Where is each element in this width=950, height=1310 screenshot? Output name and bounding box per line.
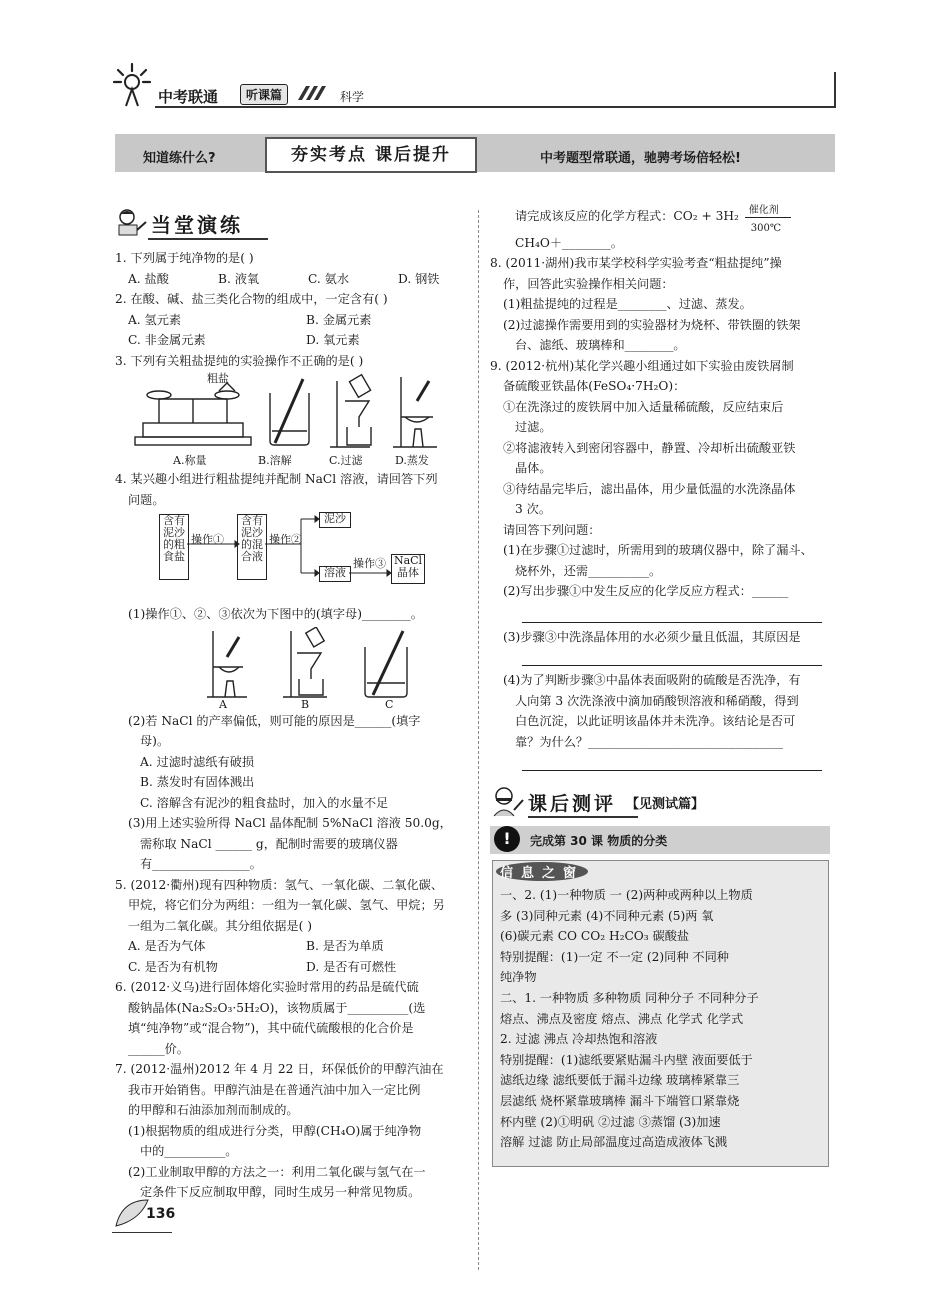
question-6-line3: 填“纯净物”或“混合物”)，其中硫代硫酸根的化合价是 (128, 1021, 414, 1035)
question-7-line1: 7. (2012·温州)2012 年 4 月 22 日，环保低价的甲醇汽油在 (115, 1062, 444, 1076)
question-4-part3-line3: 有________________。 (140, 857, 262, 871)
step2-line1: ②将滤液转入到密闭容器中，静置、冷却析出硫酸亚铁 (503, 440, 796, 455)
lesson-bar (490, 826, 830, 854)
page-number: 136 (146, 1206, 176, 1222)
question-7-part1-line2: 中的__________。 (140, 1144, 238, 1158)
question-4-part2-line2: 母)。 (140, 734, 170, 748)
header-badge: 听课篇 (240, 84, 288, 105)
question-4-part3-line2: 需称取 NaCl ______ g，配制时需要的玻璃仪器 (140, 836, 398, 851)
info-line: 滤纸边缘 滤纸要低于漏斗边缘 玻璃棒紧靠三 (500, 1073, 740, 1088)
temperature-label: 300℃ (750, 222, 782, 234)
equation-arrow-line (745, 217, 791, 218)
question-7-line3: 的甲醇和石油添加剂而制成的。 (128, 1103, 299, 1117)
section-practice-underline (148, 238, 268, 240)
question-9-part1-line2: 烧杯外，还需__________。 (515, 563, 662, 578)
header-rule (155, 106, 835, 108)
catalyst-label: 催化剂 (748, 204, 779, 216)
q4-options-figure (115, 625, 470, 711)
q2-option-c: C. 非金属元素 (128, 333, 206, 347)
question-9-part2-line1: (2)写出步骤①中发生反应的化学反应方程式：______ (503, 584, 789, 598)
equation-products: CH₄O＋________。 (515, 235, 623, 250)
question-9-part1-line1: (1)在步骤①过滤时，所需用到的玻璃仪器中，除了漏斗、 (503, 543, 813, 557)
q4-label-a: A (219, 697, 227, 711)
section-practice-title: 当堂演练 (151, 212, 243, 237)
info-line: (6)碳元素 CO CO₂ H₂CO₃ 碳酸盐 (500, 929, 690, 944)
info-window-content (500, 885, 822, 1153)
q5-option-c: C. 是否为有机物 (128, 959, 218, 974)
teacher-icon (490, 786, 524, 818)
question-6-line1: 6. (2012·义乌)进行固体熔化实验时常用的药品是硫代硫 (115, 980, 419, 994)
question-3: 3. 下列有关粗盐提纯的实验操作不正确的是( ) (115, 353, 364, 368)
question-9-part4-line1: (4)为了判断步骤③中晶体表面吸附的硫酸是否洗净，有 (503, 673, 801, 687)
step3-line2: 3 次。 (515, 502, 552, 516)
question-2: 2. 在酸、碱、盐三类化合物的组成中，一定含有( ) (115, 292, 388, 306)
banner-left-text: 知道练什么? (143, 151, 216, 166)
q3-label-c: C.过滤 (329, 454, 363, 467)
right-column (490, 206, 835, 771)
equation-line (490, 204, 835, 234)
question-2-options-row1 (115, 310, 470, 331)
q3-crude-salt-label: 粗盐 (207, 372, 229, 385)
info-line: 特别提醒：(1)一定 不一定 (2)同种 不同种 (500, 949, 729, 964)
info-line: 特别提醒：(1)滤纸要紧贴漏斗内壁 液面要低于 (500, 1052, 753, 1067)
q2-option-a: A. 氢元素 (128, 312, 182, 327)
info-line: 多 (3)同种元素 (4)不同种元素 (5)两 氧 (500, 908, 714, 923)
step2-line2: 晶体。 (515, 461, 552, 475)
step3-line1: ③待结晶完毕后，滤出晶体，用少量低温的水洗涤晶体 (503, 481, 796, 496)
q4-label-b: B (301, 697, 310, 711)
question-8-line2: 作，回答此实验操作相关问题： (503, 276, 674, 291)
q5-option-b: B. 是否为单质 (306, 939, 384, 953)
q1-option-a: A. 盐酸 (128, 271, 169, 286)
section-test-underline (528, 816, 638, 818)
question-9-part3-line1: (3)步骤③中洗涤晶体用的水必须少量且低温，其原因是 (503, 629, 801, 644)
q3-label-a: A.称量 (173, 454, 207, 467)
step1-line1: ①在洗涤过的废铁屑中加入适量稀硫酸，反应结束后 (503, 399, 784, 414)
question-4-line1: 4. 某兴趣小组进行粗盐提纯并配制 NaCl 溶液，请回答下列 (115, 472, 438, 486)
question-5-line1: 5. (2012·衢州)现有四种物质：氢气、一氧化碳、二氧化碳、 (115, 877, 444, 892)
exclamation-icon: ! (494, 826, 520, 852)
question-5-line3: 一组为二氧化碳。其分组依据是( ) (128, 918, 313, 933)
banner-center-text: 夯实考点 课后提升 (291, 145, 451, 165)
question-9-prompt: 请回答下列问题： (503, 522, 601, 537)
info-line: 杯内壁 (2)①明矾 ②过滤 ③蒸馏 (3)加速 (500, 1114, 721, 1129)
info-line: 熔点、沸点及密度 熔点、沸点 化学式 化学式 (500, 1011, 744, 1026)
answer-blank-line (522, 602, 822, 623)
q1-option-b: B. 液氧 (218, 271, 260, 286)
brand-name: 中考联通 (158, 88, 219, 106)
question-9-part4-line2: 人向第 3 次洗涤液中滴加硝酸钡溶液和稀硝酸，得到 (515, 693, 799, 708)
q3-label-d: D.蒸发 (395, 454, 429, 467)
info-line: 二、1. 一种物质 多种物质 同种分子 不同种分子 (500, 990, 759, 1005)
q3-apparatus-drawing (125, 371, 465, 451)
flow-op2-label: 操作② (269, 533, 302, 546)
question-1: 1. 下列属于纯净物的是( ) (115, 251, 254, 265)
flow-box-mixture: 含有泥沙的混合液 (237, 514, 267, 580)
question-4-part2-line1: (2)若 NaCl 的产率偏低，则可能的原因是______(填字 (128, 713, 421, 728)
header-rule-vertical (834, 72, 836, 108)
answer-blank-line (522, 752, 822, 771)
flow-arrows (115, 510, 415, 590)
q1-option-c: C. 氨水 (308, 271, 350, 286)
flow-box-nacl-crystal: NaCl晶体 (391, 554, 425, 584)
step1-line2: 过滤。 (515, 420, 552, 434)
info-line: 纯净物 (500, 970, 537, 985)
question-7-part1-line1: (1)根据物质的组成进行分类，甲醇(CH₄O)属于纯净物 (128, 1123, 422, 1138)
left-column (115, 248, 470, 1203)
reaction-condition-arrow (743, 204, 793, 234)
section-test-title: 课后测评 (528, 792, 617, 815)
question-6-line4: ______价。 (128, 1041, 189, 1056)
flow-box-sand: 泥沙 (319, 512, 351, 528)
question-5-options-row1 (115, 936, 470, 957)
equation-reactants: 请完成该反应的化学方程式：CO₂ + 3H₂ (515, 209, 739, 223)
question-9-part4-line4: 靠？为什么？________________________________ (515, 734, 784, 749)
q4-flow-diagram (115, 510, 470, 604)
info-line: 一、2. (1)一种物质 一 (2)两种或两种以上物质 (500, 888, 753, 902)
student-writing-icon (115, 208, 147, 238)
q3-figure (115, 371, 470, 469)
question-9-part4-line3: 白色沉淀，以此证明该晶体并未洗净。该结论是否可 (515, 714, 796, 728)
banner-center-box (265, 137, 477, 173)
q5-option-d: D. 是否有可燃性 (306, 959, 397, 974)
brand-logo-icon (112, 62, 152, 108)
stripes-icon (296, 86, 330, 100)
flow-box-crude-salt: 含有泥沙的粗食盐 (159, 514, 189, 580)
question-8-part2-line2: 台、滤纸、玻璃棒和________。 (515, 338, 686, 352)
q2-option-d: D. 氧元素 (306, 333, 360, 347)
q1-option-d: D. 钢铁 (398, 271, 440, 286)
question-8-part2-line1: (2)过滤操作需要用到的实验器材为烧杯、带铁圈的铁架 (503, 317, 801, 332)
flow-box-solution: 溶液 (319, 566, 351, 582)
question-4-part3-line1: (3)用上述实验所得 NaCl 晶体配制 5%NaCl 溶液 50.0g， (128, 816, 452, 830)
question-7-part2-line1: (2)工业制取甲醇的方法之一：利用二氧化碳与氢气在一 (128, 1164, 426, 1179)
flow-op1-label: 操作① (191, 533, 224, 546)
question-8-part1: (1)粗盐提纯的过程是________、过滤、蒸发。 (503, 297, 752, 311)
header-subject: 科学 (340, 90, 365, 104)
info-window-title: 信息之窗 (496, 862, 588, 881)
flow-op3-label: 操作③ (353, 557, 386, 570)
question-4-part1: (1)操作①、②、③依次为下图中的(填字母)________。 (128, 607, 423, 621)
info-line: 2. 过滤 沸点 冷却热饱和溶液 (500, 1032, 658, 1047)
q3-label-b: B.溶解 (258, 454, 292, 467)
question-9-line2: 备硫酸亚铁晶体(FeSO₄·7H₂O)： (503, 379, 686, 393)
q4-2-option-a: A. 过滤时滤纸有破损 (140, 754, 255, 769)
section-practice-header (115, 208, 243, 238)
question-5-line2: 甲烷，将它们分为两组：一组为一氧化碳、氢气、甲烷；另 (128, 898, 445, 912)
answer-blank-line (522, 647, 822, 666)
question-7-part2-line2: 定条件下反应制取甲醇，同时生成另一种常见物质。 (140, 1185, 421, 1199)
column-divider (478, 210, 479, 1270)
question-7-line2: 我市开始销售。甲醇汽油是在普通汽油中加入一定比例 (128, 1082, 421, 1097)
info-title-badges (496, 862, 588, 881)
see-test-note: 【见测试篇】 (626, 796, 705, 812)
question-9-line1: 9. (2012·杭州)某化学兴趣小组通过如下实验由废铁屑制 (490, 358, 794, 373)
question-1-options (115, 269, 470, 290)
q2-option-b: B. 金属元素 (306, 312, 372, 327)
q4-label-c: C (385, 697, 394, 711)
question-2-options-row2 (115, 330, 470, 351)
q5-option-a: A. 是否为气体 (128, 939, 206, 953)
info-line: 层滤纸 烧杯紧靠玻璃棒 漏斗下端管口紧靠烧 (500, 1093, 740, 1108)
question-6-line2: 酸钠晶体(Na₂S₂O₃·5H₂O)，该物质属于__________(选 (128, 1000, 426, 1015)
question-4-line2: 问题。 (128, 492, 165, 507)
q4-apparatus-drawing (203, 627, 443, 699)
question-5-options-row2 (115, 957, 470, 978)
section-test-header (490, 786, 704, 818)
question-8-line1: 8. (2011·湖州)我市某学校科学实验考查“粗盐提纯”操 (490, 256, 782, 270)
footer-rule (112, 1232, 172, 1233)
info-line: 溶解 过滤 防止局部温度过高造成液体飞溅 (500, 1135, 728, 1150)
banner-right-text: 中考题型常联通，驰骋考场倍轻松! (540, 151, 741, 166)
q4-2-option-b: B. 蒸发时有固体溅出 (140, 775, 255, 789)
q4-2-option-c: C. 溶解含有泥沙的粗食盐时，加入的水量不足 (140, 795, 389, 810)
lesson-label: 完成第 30 课 物质的分类 (530, 834, 668, 848)
